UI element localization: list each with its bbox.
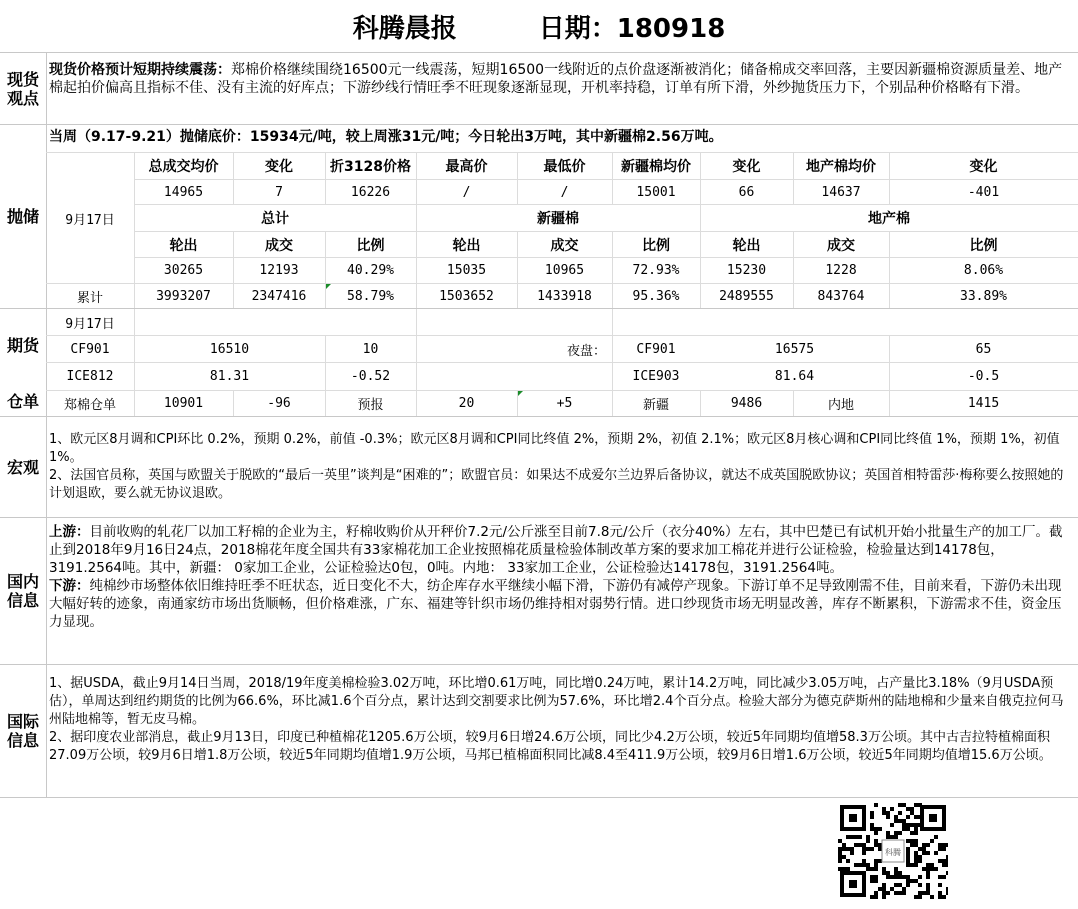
cumulative-value: 843764: [817, 288, 865, 304]
domestic-news: [49, 523, 1074, 631]
brand-title: 科腾晨报: [352, 13, 457, 44]
futures-contract: CF901: [70, 341, 110, 357]
international-item: 1、据USDA，截止9月14日当周，2018/19年度美棉检验3.02万吨，环比增0.61万吨，同比增0.24万吨，累计14.2万吨，同比减少3.05万吨，占产量比3.18%（9月USDA预估），单周达到纽约期货的比例为66.6%，环比减1.6个百分点，累计达到交割要求比例为57.6%，环比增2.4个百分点。检验大部分为德克萨斯州的陆地棉和少量来自俄克拉何马州陆地棉等，暂无皮马棉。: [49, 676, 1064, 727]
sub-header: 成交: [827, 237, 855, 254]
section-label-domestic: 国内信息: [6, 572, 39, 610]
daily-value: 72.93%: [632, 263, 680, 278]
futures-change: -0.5: [967, 369, 1000, 384]
sub-header: 比例: [356, 237, 385, 254]
forecast-label: 预报: [357, 398, 384, 413]
upstream-text: 目前收购的轧花厂以加工籽棉的企业为主，籽棉收购价从开秤价7.2元/公斤涨至目前7.8元/公斤（衣分40%）左右，其中巴楚已有试机开始小批量生产的加工厂。截止到2018年9月16日24点，2018棉花年度全国共有33家棉花加工企业按照棉花质量检验体制改革方案的要求加工棉花并进行公证检验，检验量达到14178包，3191.2564吨。其中，新疆： 0家加工企业，公证检验达0包，0吨。内地： 33家加工企业，公证检验达14178包，3191.2564吨。: [49, 524, 1063, 576]
section-label-futures: 期货: [6, 335, 39, 355]
price-value: 7: [275, 184, 283, 200]
daily-value: 12193: [259, 263, 299, 278]
inland-label: 内地: [827, 398, 854, 413]
futures-contract: ICE903: [632, 369, 680, 384]
futures-contract: ICE812: [66, 369, 114, 384]
divider: [0, 664, 1078, 665]
cumulative-value: 58.79%: [347, 288, 394, 304]
price-value: 15001: [636, 184, 676, 200]
daily-value: 15230: [726, 263, 767, 278]
divider: [0, 517, 1078, 518]
futures-price: 81.64: [774, 369, 815, 384]
forecast-value: 20: [458, 396, 475, 411]
divider: [0, 797, 1078, 798]
cumulative-value: 3993207: [156, 288, 211, 304]
warehouse-label: 郑棉仓单: [63, 398, 116, 413]
futures-change: -0.52: [350, 369, 391, 384]
cumulative-value: 1503652: [439, 288, 494, 304]
divider: [0, 416, 1078, 417]
upstream-label: 上游：: [49, 524, 90, 540]
warehouse-change: -96: [267, 396, 291, 411]
daily-value: 40.29%: [347, 263, 394, 278]
international-news: [49, 675, 1074, 765]
cumulative-value: 95.36%: [632, 288, 680, 304]
price-value: 66: [738, 184, 755, 200]
daily-value: 15035: [446, 263, 487, 278]
cumulative-value: 2347416: [251, 288, 307, 304]
spot-view-text: [49, 61, 1074, 97]
futures-price: 16510: [209, 341, 250, 357]
qr-code[interactable]: [838, 803, 948, 899]
sub-header: 轮出: [732, 237, 761, 254]
daily-value: 30265: [163, 263, 204, 278]
price-value: /: [462, 184, 471, 200]
group-header-total: 总计: [261, 211, 289, 227]
price-header: 变化: [732, 159, 761, 175]
divider: [46, 52, 47, 797]
price-value: /: [560, 184, 569, 200]
sub-header: 成交: [265, 237, 293, 254]
daily-value: 10965: [544, 263, 585, 278]
auction-date: 9月17日: [65, 212, 115, 228]
price-header: 变化: [265, 159, 293, 175]
section-label-spot: 现货观点: [6, 69, 39, 108]
price-value: 14637: [821, 184, 861, 200]
xinjiang-label: 新疆: [642, 398, 669, 413]
cumulative-value: 33.89%: [960, 288, 1007, 304]
inland-value: 1415: [967, 396, 1000, 411]
downstream-label: 下游：: [49, 578, 90, 594]
price-header: 最高价: [445, 159, 488, 175]
xinjiang-value: 9486: [730, 396, 763, 411]
downstream-text: 纯棉纱市场整体依旧维持旺季不旺状态，近日变化不大，纺企库存水平继续小幅下滑，下游仍有减停产现象。下游订单不足导致刚需不佳，目前来看，下游仍未出现大幅好转的迹象，南通家纺市场出货顺畅，但价格难涨，广东、福建等针织市场仍维持相对弱势行情。进口纱现货市场无明显改善，库存不断累积，下游需求不佳，资金压力显现。: [49, 578, 1062, 630]
futures-change: 10: [362, 341, 379, 357]
futures-contract: CF901: [636, 341, 676, 357]
futures-date: 9月17日: [65, 316, 115, 332]
group-header-xinjiang: 新疆棉: [537, 211, 579, 227]
price-value: 16226: [350, 184, 391, 200]
auction-summary: 当周（9.17-9.21）抛储底价：15934元/吨，较上周涨31元/吨；今日轮出3万吨，其中新疆棉2.56万吨。: [49, 129, 723, 145]
report-title: [0, 0, 1078, 52]
price-header: 变化: [969, 159, 998, 175]
macro-item: 2、法国官员称，英国与欧盟关于脱欧的“最后一英里”谈判是“困难的”；欧盟官员：如果达不成爱尔兰边界后备协议，就达不成英国脱欧协议；英国首相特雷莎·梅称要么按照她的计划退欧，要么就无协议退欧。: [49, 468, 1064, 501]
sub-header: 轮出: [169, 237, 198, 254]
qr-logo-text: 科腾: [885, 848, 901, 857]
section-label-auction: 抛储: [6, 207, 39, 226]
cumulative-label: 累计: [76, 290, 103, 306]
divider: [0, 308, 1078, 309]
price-value: -401: [967, 184, 1000, 200]
night-session-label: 夜盘：: [566, 343, 606, 359]
divider: [0, 52, 1078, 53]
price-value: 14965: [163, 184, 204, 200]
international-item: 2、据印度农业部消息，截止9月13日，印度已种植棉花1205.6万公顷，较9月6日增24.6万公顷，同比少4.2万公顷，较近5年同期均值增58.3万公顷。其中古吉拉特植棉面积27.09万公顷，较9月6日增1.8万公顷，较近5年同期均值增1.9万公顷，马邦已植棉面积同比减8.4至411.9万公顷，较9月6日增1.6万公顷，较近5年同期均值增15.6万公顷。: [49, 730, 1052, 763]
section-label-warehouse: 仓单: [6, 391, 39, 411]
cumulative-value: 2489555: [719, 288, 774, 304]
spot-view-body: 郑棉价格继续围绕16500元一线震荡，短期16500一线附近的点价盘逐渐被消化；储备棉成交率回落，主要因新疆棉资源质量差、地产棉起拍价偏高且指标不佳、没有主流的好库点；下游纱线行情旺季不旺现象逐渐显现，开机率持稳，订单有所下滑，外纱抛货压力下，个别品种价格略有下滑。: [49, 62, 1063, 96]
sub-header: 比例: [969, 237, 998, 254]
futures-change: 65: [975, 341, 992, 357]
macro-item: 1、欧元区8月调和CPI环比 0.2%，预期 0.2%，前值 -0.3%；欧元区8月调和CPI同比终值 2%，预期 2%，初值 2.1%；欧元区8月核心调和CPI同比终值 1%，预期 1%，初值 1%。: [49, 432, 1060, 465]
report-date: 日期：180918: [538, 13, 726, 44]
macro-news: [49, 431, 1074, 503]
upstream-paragraph: [49, 523, 1074, 577]
price-header: 最低价: [543, 159, 586, 175]
sub-header: 成交: [550, 237, 579, 254]
sub-header: 比例: [642, 237, 670, 254]
downstream-paragraph: [49, 577, 1074, 631]
price-header: 总成交均价: [148, 159, 219, 175]
price-header: 新疆棉均价: [621, 159, 691, 175]
cumulative-value: 1433918: [537, 288, 592, 304]
price-header: 折3128价格: [330, 159, 411, 175]
section-label-macro: 宏观: [6, 457, 39, 477]
price-header: 地产棉均价: [806, 159, 876, 175]
group-header-local: 地产棉: [868, 211, 910, 227]
daily-value: 1228: [825, 263, 857, 278]
futures-price: 16575: [774, 341, 815, 357]
warehouse-value: 10901: [163, 396, 204, 411]
daily-value: 8.06%: [963, 263, 1004, 278]
futures-price: 81.31: [209, 369, 250, 384]
divider: [0, 124, 1078, 125]
section-label-international: 国际信息: [6, 712, 39, 750]
forecast-change: +5: [556, 396, 573, 411]
spot-view-heading: 现货价格预计短期持续震荡：: [49, 62, 231, 78]
sub-header: 轮出: [452, 237, 481, 254]
